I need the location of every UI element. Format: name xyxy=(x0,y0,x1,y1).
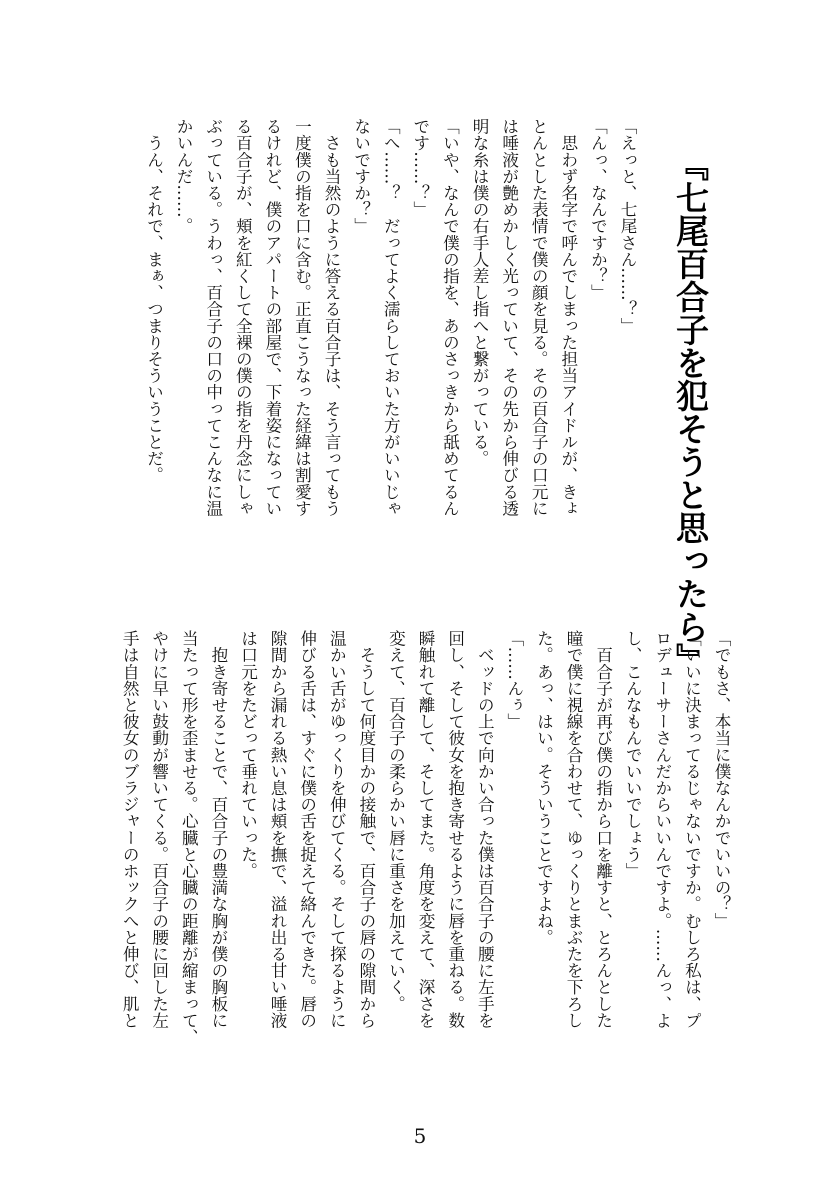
story-title: 『七尾百合子を犯そうと思ったら』 xyxy=(671,148,710,676)
text-line: 変えて、百合子の柔らかい唇に重さを加えていく。 xyxy=(386,630,406,1012)
text-line: です……？」 xyxy=(410,118,430,218)
text-line: は口元をたどって垂れていった。 xyxy=(238,630,258,879)
text-line: る百合子が、頬を紅くして全裸の僕の指を丹念にしゃ xyxy=(233,118,253,517)
text-line: 回し、そして彼女を抱き寄せるように唇を重ねる。数 xyxy=(445,630,465,1029)
page-number: 5 xyxy=(413,1124,427,1148)
text-line: 「いいに決まってるじゃないですか。むしろ私は、プ xyxy=(682,630,702,1029)
text-block-upper xyxy=(116,118,642,598)
text-line: かいんだ……。 xyxy=(174,118,194,235)
text-line: 「いや、なんで僕の指を、あのさっきから舐めてるん xyxy=(440,118,460,517)
text-line: 「んっ、なんですか？」 xyxy=(588,118,608,301)
text-line: 瞬触れて離して、そしてまた。角度を変えて、深さを xyxy=(416,630,436,1029)
text-line: 一度僕の指を口に含む。正直こうなった経緯は割愛す xyxy=(292,118,312,517)
text-line: ぶっている。うわっ、百合子の口の中ってこんなに温 xyxy=(203,118,223,517)
text-line: 「へ……？ だってよく濡らしておいた方がいいじゃ xyxy=(381,118,401,517)
text-line: ないですか？」 xyxy=(351,118,371,235)
text-line: 「でもさ、本当に僕なんかでいいの？」 xyxy=(712,630,731,929)
text-line: 瞳で僕に視線を合わせて、ゆっくりとまぶたを下ろし xyxy=(564,630,584,1029)
text-line: た。あっ、はい。そういうことですよね。 xyxy=(534,630,554,946)
text-line: やけに早い鼓動が響いてくる。百合子の腰に回した左 xyxy=(149,630,169,1029)
text-block-lower xyxy=(116,630,736,1100)
text-line: 思わず名字で呼んでしまった担当アイドルが、きょ xyxy=(558,118,578,517)
text-line: そうして何度目かの接触で、百合子の唇の隙間から xyxy=(356,630,376,1029)
text-line: 抱き寄せることで、百合子の豊満な胸が僕の胸板に xyxy=(208,630,228,1029)
text-line: 「えっと、七尾さん……？」 xyxy=(618,118,637,334)
text-line: は唾液が艶めかしく光っていて、その先から伸びる透 xyxy=(499,118,519,517)
text-line: うん、それで、まぁ、つまりそういうことだ。 xyxy=(144,118,164,484)
text-line: さも当然のように答える百合子は、そう言ってもう xyxy=(322,118,342,517)
text-line: 百合子が再び僕の指から口を離すと、とろんとした xyxy=(593,630,613,1029)
text-line: し、こんなもんでいいでしょう」 xyxy=(623,630,643,879)
text-line: 手は自然と彼女のブラジャーのホックへと伸び、肌と xyxy=(120,630,140,1029)
text-line: ロデューサーさんだからいいんですよ。……んっ、よ xyxy=(652,630,672,1029)
text-line: 温かい舌がゆっくりを伸びてくる。そして探るように xyxy=(327,630,347,1029)
text-line: ベッドの上で向かい合った僕は百合子の腰に左手を xyxy=(475,630,495,1029)
text-line: 隙間から漏れる熱い息は頬を撫で、溢れ出る甘い唾液 xyxy=(268,630,288,1029)
text-line: 当たって形を歪ませる。心臓と心臓の距離が縮まって、 xyxy=(179,630,199,1045)
text-line: とんとした表情で僕の顔を見る。その百合子の口元に xyxy=(529,118,549,517)
text-line: 明な糸は僕の右手人差し指へと繋がっている。 xyxy=(470,118,490,467)
text-line: るけれど、僕のアパートの部屋で、下着姿になってい xyxy=(262,118,282,517)
text-line: 伸びる舌は、すぐに僕の舌を捉えて絡んできた。唇の xyxy=(297,630,317,1029)
text-line: 「……んぅ」 xyxy=(504,630,524,730)
